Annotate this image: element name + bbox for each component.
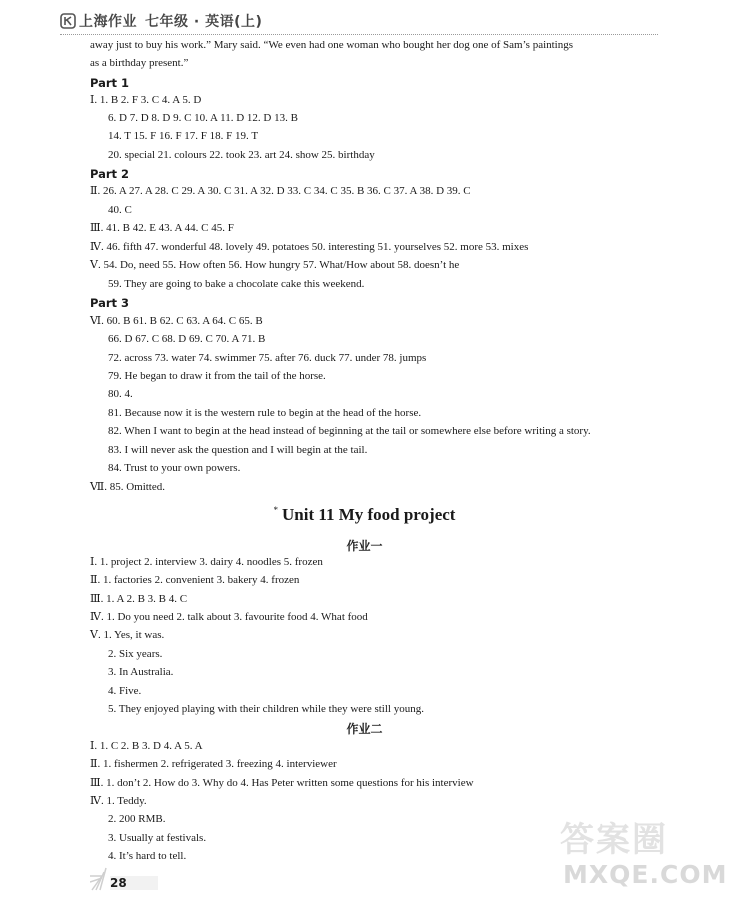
answer-line: 6. D 7. D 8. D 9. C 10. A 11. D 12. D 13. B bbox=[108, 112, 298, 124]
unit-title-text: Unit 11 My food project bbox=[282, 505, 456, 524]
unit-star: * bbox=[273, 505, 279, 515]
watermark-logo: 答案圈 bbox=[560, 820, 668, 860]
part-heading: Part 2 bbox=[90, 167, 130, 181]
answer-line: Ⅳ. 46. fifth 47. wonderful 48. lovely 49. potatoes 50. interesting 51. yourselves 52. more 53. mixes bbox=[90, 241, 529, 253]
watermark-text: MXQE.COM bbox=[563, 860, 728, 889]
answer-line: 83. I will never ask the question and I will begin at the tail. bbox=[108, 444, 368, 456]
intro-line: as a birthday present.” bbox=[90, 57, 189, 69]
unit-title bbox=[0, 505, 729, 525]
answer-line: Ⅴ. 1. Yes, it was. bbox=[90, 629, 165, 641]
answer-line: Ⅲ. 1. don’t 2. How do 3. Why do 4. Has Peter written some questions for his interview bbox=[90, 777, 474, 789]
answer-line: Ⅳ. 1. Do you need 2. talk about 3. favourite food 4. What food bbox=[90, 611, 368, 623]
answer-line: 79. He began to draw it from the tail of the horse. bbox=[108, 370, 326, 382]
part-heading: Part 1 bbox=[90, 76, 130, 90]
answer-line: Ⅴ. 54. Do, need 55. How often 56. How hungry 57. What/How about 58. doesn’t he bbox=[90, 259, 460, 271]
answer-line: 84. Trust to your own powers. bbox=[108, 462, 241, 474]
header-brand: 上海作业 bbox=[79, 14, 137, 30]
answer-line: 80. 4. bbox=[108, 388, 133, 400]
homework-heading: 作业一 bbox=[346, 539, 383, 553]
answer-line: Ⅰ. 1. B 2. F 3. C 4. A 5. D bbox=[90, 94, 202, 106]
answer-line: Ⅱ. 1. factories 2. convenient 3. bakery 4. frozen bbox=[90, 574, 300, 586]
page-header bbox=[60, 10, 658, 35]
brand-logo-icon bbox=[60, 13, 76, 29]
answer-line: Ⅲ. 41. B 42. E 43. A 44. C 45. F bbox=[90, 222, 234, 234]
answer-line: Ⅰ. 1. project 2. interview 3. dairy 4. noodles 5. frozen bbox=[90, 556, 323, 568]
answer-line: Ⅲ. 1. A 2. B 3. B 4. C bbox=[90, 593, 188, 605]
answer-line: 2. Six years. bbox=[108, 648, 163, 660]
answer-line: 59. They are going to bake a chocolate cake this weekend. bbox=[108, 278, 365, 290]
answer-line: 81. Because now it is the western rule to begin at the head of the horse. bbox=[108, 407, 422, 419]
intro-line: away just to buy his work.” Mary said. “We even had one woman who bought her dog one of Sam’s paintings bbox=[90, 39, 574, 51]
answer-line: 14. T 15. F 16. F 17. F 18. F 19. T bbox=[108, 130, 259, 142]
answer-line: 2. 200 RMB. bbox=[108, 813, 166, 825]
answer-line: Ⅶ. 85. Omitted. bbox=[90, 481, 165, 493]
answer-line: Ⅵ. 60. B 61. B 62. C 63. A 64. C 65. B bbox=[90, 315, 263, 327]
answer-line: 4. Five. bbox=[108, 685, 142, 697]
answer-line: 5. They enjoyed playing with their children while they were still young. bbox=[108, 703, 424, 715]
answer-line: 3. Usually at festivals. bbox=[108, 832, 207, 844]
header-title bbox=[79, 11, 262, 31]
answer-line: Ⅱ. 1. fishermen 2. refrigerated 3. freezing 4. interviewer bbox=[90, 758, 337, 770]
page-number: 28 bbox=[110, 876, 127, 890]
answer-line: 20. special 21. colours 22. took 23. art 24. show 25. birthday bbox=[108, 149, 375, 161]
answer-line: 82. When I want to begin at the head instead of beginning at the tail or somewhere else before writing a story. bbox=[108, 425, 591, 437]
answer-line: Ⅱ. 26. A 27. A 28. C 29. A 30. C 31. A 32. D 33. C 34. C 35. B 36. C 37. A 38. D 39. C bbox=[90, 185, 471, 197]
answer-line: Ⅳ. 1. Teddy. bbox=[90, 795, 147, 807]
answer-line: 40. C bbox=[108, 204, 132, 216]
answer-line: 3. In Australia. bbox=[108, 666, 174, 678]
answer-line: 66. D 67. C 68. D 69. C 70. A 71. B bbox=[108, 333, 266, 345]
answer-line: 72. across 73. water 74. swimmer 75. after 76. duck 77. under 78. jumps bbox=[108, 352, 427, 364]
answer-line: 4. It’s hard to tell. bbox=[108, 850, 187, 862]
answer-line: Ⅰ. 1. C 2. B 3. D 4. A 5. A bbox=[90, 740, 203, 752]
header-subtitle: 七年级 · 英语(上) bbox=[145, 14, 263, 30]
part-heading: Part 3 bbox=[90, 296, 130, 310]
homework-heading: 作业二 bbox=[346, 722, 383, 736]
